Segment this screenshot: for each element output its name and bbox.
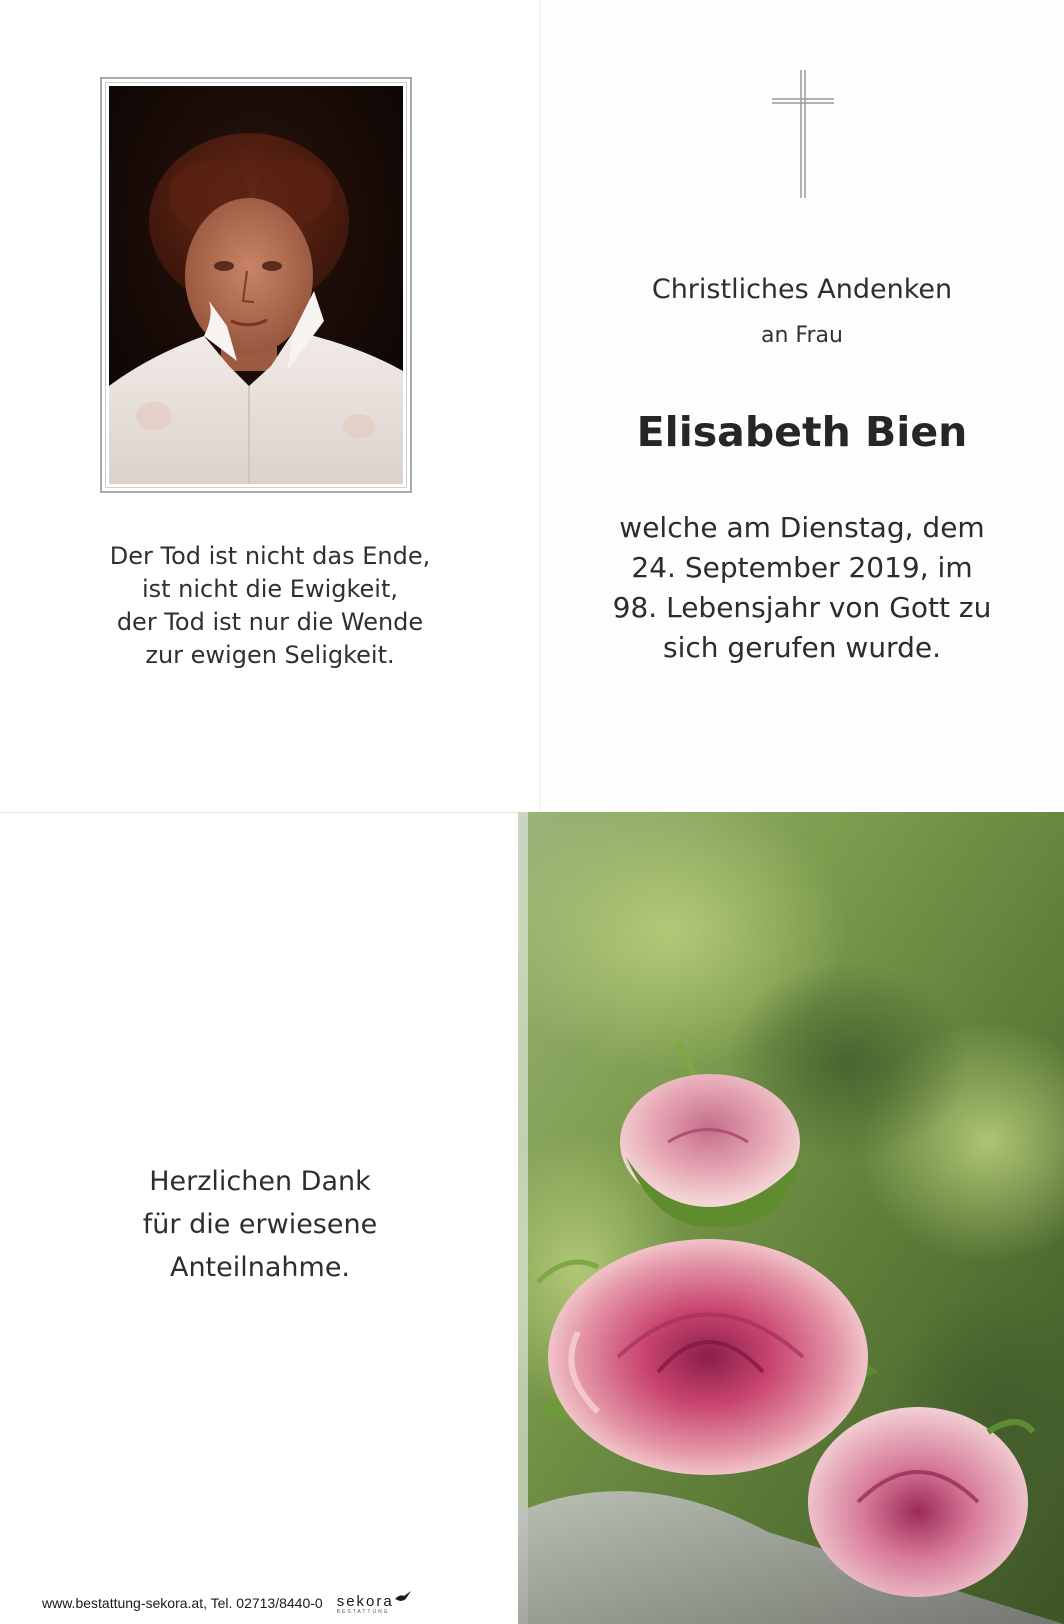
thank-you-message — [60, 1160, 460, 1289]
footer-contact: www.bestattung-sekora.at, Tel. 02713/8440-0 — [42, 1595, 323, 1611]
poem-line: der Tod ist nur die Wende — [116, 608, 424, 636]
memorial-heading: Christliches Andenken — [651, 274, 953, 305]
notice-line: sich gerufen wurde. — [663, 631, 941, 664]
deceased-name: Elisabeth Bien — [636, 408, 968, 456]
memorial-poem — [60, 540, 480, 672]
notice-line: 98. Lebensjahr von Gott zu — [612, 591, 992, 624]
portrait-frame — [100, 77, 412, 493]
brand-logo-word: sekora — [336, 1593, 394, 1610]
pink-roses-photo — [518, 812, 1064, 1624]
dove-icon — [394, 1590, 412, 1604]
thanks-line: für die erwiesene — [142, 1209, 378, 1240]
portrait-photo — [109, 86, 403, 484]
death-notice — [590, 508, 1014, 668]
notice-line: 24. September 2019, im — [631, 551, 973, 584]
salutation: an Frau — [761, 323, 843, 348]
vertical-fold-line — [539, 0, 540, 812]
thanks-line: Herzlichen Dank — [149, 1166, 371, 1197]
latin-cross-icon — [772, 70, 834, 198]
poem-line: zur ewigen Seligkeit. — [145, 641, 395, 669]
notice-line: welche am Dienstag, dem — [619, 511, 985, 544]
thanks-line: Anteilnahme. — [169, 1252, 351, 1283]
brand-logo-sub: BESTATTUNG — [336, 1609, 390, 1615]
poem-line: Der Tod ist nicht das Ende, — [109, 542, 431, 570]
brand-logo — [337, 1594, 394, 1615]
poem-line: ist nicht die Ewigkeit, — [141, 575, 399, 603]
funeral-home-footer — [42, 1594, 502, 1618]
